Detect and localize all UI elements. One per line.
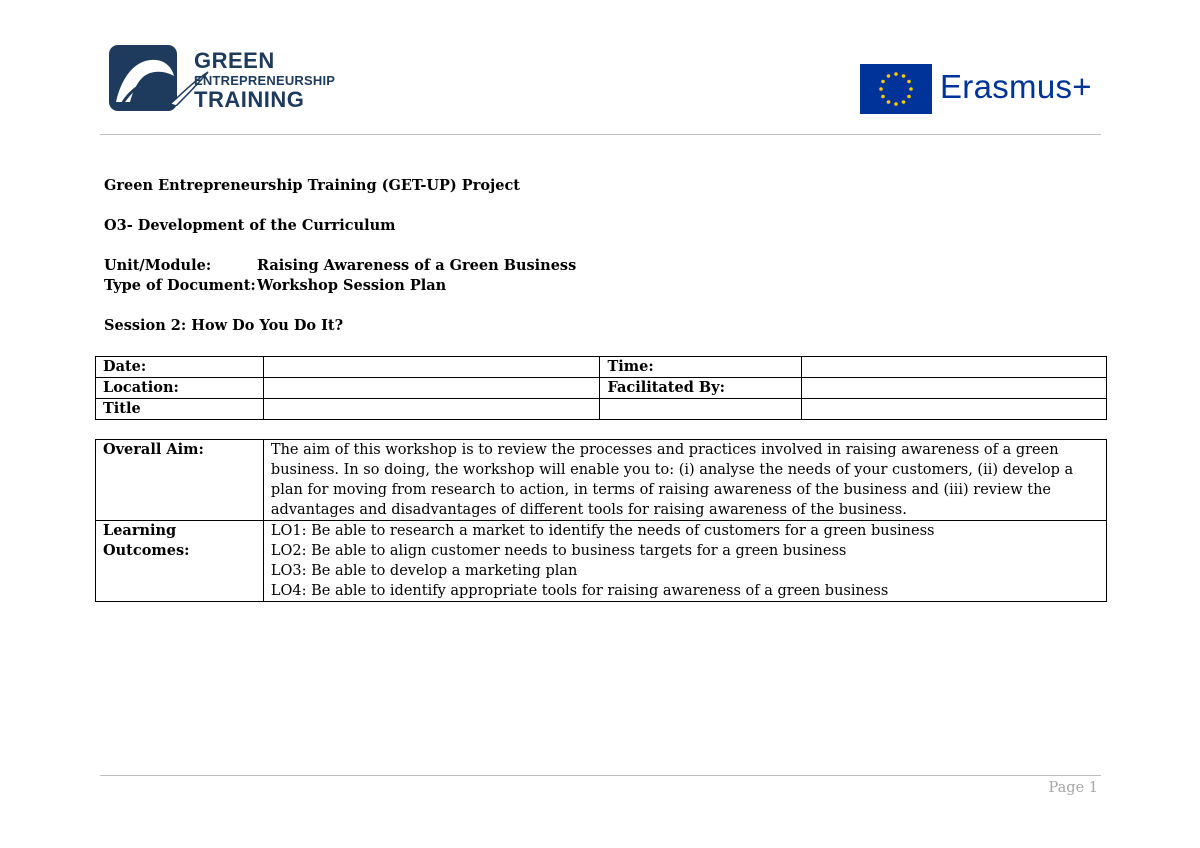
footer-divider bbox=[100, 775, 1101, 776]
type-value: Workshop Session Plan bbox=[257, 277, 447, 294]
learning-outcomes-label bbox=[96, 521, 264, 602]
list-item: LO1: Be able to research a market to identify the needs of customers for a green business bbox=[270, 523, 935, 539]
location-label: Location: bbox=[96, 378, 264, 399]
list-item: LO3: Be able to develop a marketing plan bbox=[270, 563, 578, 579]
session-info-table bbox=[95, 356, 1107, 420]
list-item: LO2: Be able to align customer needs to business targets for a green business bbox=[270, 543, 847, 559]
table-row bbox=[96, 357, 1107, 378]
output-title: O3- Development of the Curriculum bbox=[104, 217, 396, 234]
table-row bbox=[96, 378, 1107, 399]
overall-aim-line: The aim of this workshop is to review the processes and practices involved in raising awareness of a green bbox=[270, 442, 1059, 458]
time-label: Time: bbox=[600, 357, 802, 378]
page-number: Page 1 bbox=[1048, 780, 1098, 796]
unit-row bbox=[104, 257, 577, 274]
empty-cell[interactable] bbox=[802, 399, 1107, 420]
facilitated-by-value-cell[interactable] bbox=[802, 378, 1107, 399]
title-label: Title bbox=[96, 399, 264, 420]
overall-aim-line: advantages and disadvantages of different tools for raising awareness of the business. bbox=[270, 502, 907, 518]
unit-label: Unit/Module: bbox=[104, 257, 212, 274]
learning-outcomes-label-line: Learning bbox=[103, 522, 177, 539]
logo-line-training: TRAINING bbox=[194, 87, 305, 112]
logo-line-entrepreneurship: ENTREPRENEURSHIP bbox=[194, 73, 336, 88]
logo-line-green: GREEN bbox=[194, 48, 275, 73]
erasmus-logo bbox=[860, 64, 1105, 114]
table-row bbox=[96, 440, 1107, 521]
table-row bbox=[96, 521, 1107, 602]
logo-wordmark bbox=[194, 50, 335, 111]
date-value-cell[interactable] bbox=[263, 357, 600, 378]
type-label: Type of Document: bbox=[104, 277, 256, 294]
facilitated-by-label: Facilitated By: bbox=[600, 378, 802, 399]
erasmus-wordmark: Erasmus+ bbox=[940, 68, 1092, 105]
header-divider bbox=[100, 134, 1101, 135]
location-value-cell[interactable] bbox=[263, 378, 600, 399]
project-title: Green Entrepreneurship Training (GET-UP) Project bbox=[104, 177, 521, 194]
time-value-cell[interactable] bbox=[802, 357, 1107, 378]
aims-table bbox=[95, 439, 1107, 602]
overall-aim-line: plan for moving from research to action, in terms of raising awareness of the business and (iii) review the bbox=[270, 482, 1051, 498]
leaf-emblem-icon bbox=[108, 44, 178, 112]
unit-value: Raising Awareness of a Green Business bbox=[257, 257, 577, 274]
overall-aim-text bbox=[263, 440, 1106, 521]
session-title: Session 2: How Do You Do It? bbox=[104, 317, 344, 334]
overall-aim-line: business. In so doing, the workshop will enable you to: (i) analyse the needs of your customers, (ii) develop a bbox=[270, 462, 1074, 478]
green-entrepreneurship-logo bbox=[108, 44, 336, 114]
list-item: LO4: Be able to identify appropriate tools for raising awareness of a green business bbox=[270, 583, 889, 599]
date-label: Date: bbox=[96, 357, 264, 378]
title-value-cell[interactable] bbox=[263, 399, 600, 420]
type-row bbox=[104, 277, 447, 294]
learning-outcomes-label-line: Outcomes: bbox=[103, 542, 190, 559]
table-row bbox=[96, 399, 1107, 420]
empty-cell[interactable] bbox=[600, 399, 802, 420]
overall-aim-label: Overall Aim: bbox=[96, 440, 264, 521]
learning-outcomes-list bbox=[263, 521, 1106, 602]
eu-flag-icon bbox=[860, 64, 932, 114]
